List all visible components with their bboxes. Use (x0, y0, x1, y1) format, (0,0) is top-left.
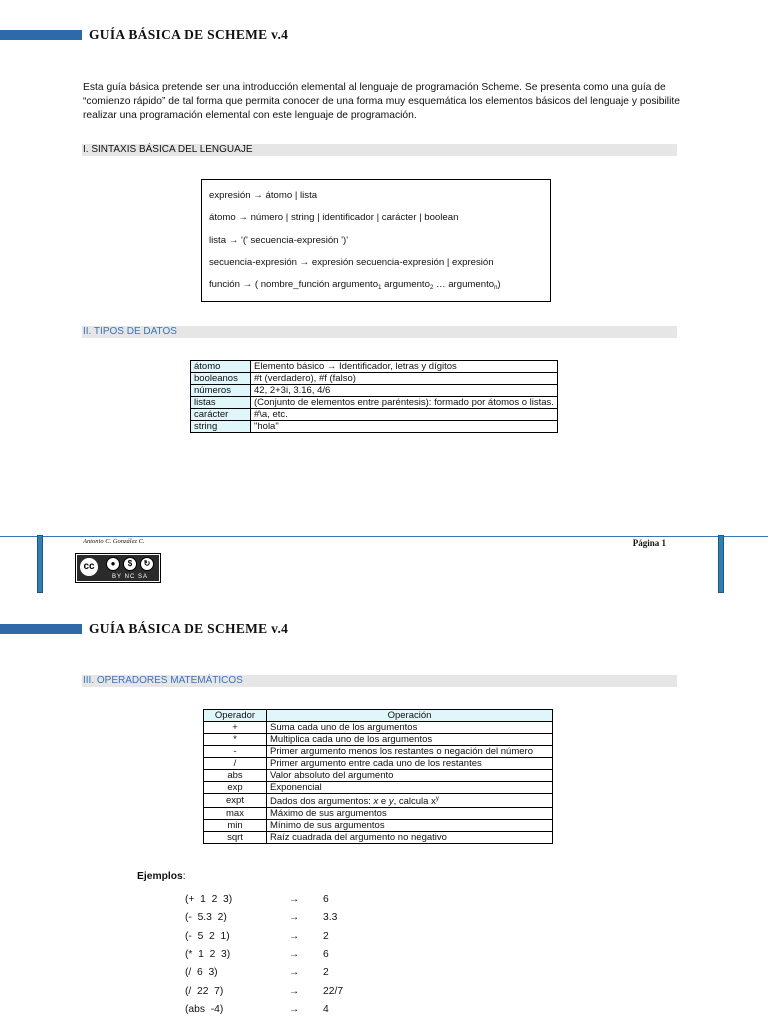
right-margin-bar (718, 535, 724, 593)
example-result: 4 (323, 1003, 329, 1015)
tipo-description-cell: #t (verdadero), #f (falso) (251, 373, 558, 385)
cc-icon: cc (78, 556, 100, 578)
operator-cell: / (204, 758, 267, 770)
syntax-line: expresión → átomo | lista (209, 190, 318, 201)
tipos-table (190, 360, 558, 433)
syntax-line-funcion: función → ( nombre_función argumento$_1$ argumento$_2$ … argumento$_n$) (209, 279, 501, 291)
example-expression: (/ 22 7) (185, 985, 224, 997)
table-row (204, 832, 553, 844)
arrow-icon: → (289, 948, 300, 960)
ejemplos-label: Ejemplos: (137, 871, 186, 882)
example-result: 6 (323, 894, 329, 905)
tipo-description-cell: "hola" (251, 421, 558, 433)
table-row (191, 373, 558, 385)
operation-cell: Suma cada uno de los argumentos (267, 722, 553, 734)
arrow-icon: → (289, 985, 300, 997)
operator-cell: + (204, 722, 267, 734)
table-row (204, 794, 553, 808)
table-row (191, 385, 558, 397)
table-row (191, 421, 558, 433)
operator-cell: * (204, 734, 267, 746)
operation-cell: Multiplica cada uno de los argumentos (267, 734, 553, 746)
syntax-line: átomo → número | string | identificador | carácter | boolean (209, 212, 459, 223)
example-result: 2 (323, 930, 329, 942)
example-expression: (/ 6 3) (185, 967, 218, 979)
table-row (191, 361, 558, 373)
example-result: 22/7 (323, 985, 344, 997)
operation-cell: Máximo de sus argumentos (267, 808, 553, 820)
example-result: 3.3 (323, 912, 338, 924)
column-header-operacion: Operación (267, 710, 553, 722)
license-band: BY NC SA (112, 574, 148, 580)
section-heading-operadores: III. OPERADORES MATEMÁTICOS (82, 675, 677, 687)
table-row (191, 397, 558, 409)
operation-cell: Raíz cuadrada del argumento no negativo (267, 832, 553, 844)
operator-cell: expt (204, 794, 267, 808)
example-expression: (abs -4) (185, 1003, 224, 1015)
operation-cell: Primer argumento menos los restantes o negación del número (267, 746, 553, 758)
page-title: GUÍA BÁSICA DE SCHEME v.4 (89, 621, 289, 636)
operator-cell: sqrt (204, 832, 267, 844)
table-row (204, 770, 553, 782)
arrow-icon: → (289, 1003, 300, 1015)
operation-cell: Mínimo de sus argumentos (267, 820, 553, 832)
table-row (204, 808, 553, 820)
section-heading-tipos: II. TIPOS DE DATOS (82, 326, 677, 338)
operator-cell: abs (204, 770, 267, 782)
operation-cell: Exponencial (267, 782, 553, 794)
syntax-line: lista → '(' secuencia-expresión ')' (209, 235, 349, 246)
tipo-cell: átomo (191, 361, 251, 373)
intro-paragraph: Esta guía básica pretende ser una introducción elemental al lenguaje de programación Scheme. Se presenta como una guía de “comienzo rápido” de tal forma que permita conocer de una forma muy esquemática los elementos básicos del lenguaje y posibilite realizar una programación elemental con este lenguaje de programación. (83, 82, 680, 121)
tipo-description-cell: Elemento básico → Identificador, letras y dígitos (251, 361, 558, 373)
header-accent-bar (0, 30, 82, 40)
table-row (204, 746, 553, 758)
arrow-icon: → (289, 894, 300, 905)
tipo-cell: listas (191, 397, 251, 409)
noncommercial-icon: $ (123, 557, 137, 571)
syntax-line: secuencia-expresión → expresión secuencia-expresión | expresión (209, 257, 494, 268)
tipo-cell: string (191, 421, 251, 433)
arrow-icon: → (289, 930, 300, 942)
page-title: GUÍA BÁSICA DE SCHEME v.4 (89, 27, 289, 42)
example-result: 2 (323, 967, 329, 979)
arrow-icon: → (289, 912, 300, 924)
arrow-icon: → (289, 967, 300, 979)
example-expression: (+ 1 2 3) (185, 894, 233, 905)
creative-commons-badge (75, 553, 161, 583)
tipo-description-cell: 42, 2+3i, 3.16, 4/6 (251, 385, 558, 397)
operadores-table (203, 709, 553, 844)
table-row (204, 820, 553, 832)
tipo-description-cell: (Conjunto de elementos entre paréntesis): formado por átomos o listas. (251, 397, 558, 409)
table-row (204, 758, 553, 770)
operation-cell: Valor absoluto del argumento (267, 770, 553, 782)
attribution-icon: ● (106, 557, 120, 571)
footer-page-number: Página 1 (632, 538, 666, 548)
operation-cell: Dados dos argumentos: x e y, calcula $x^y$ (267, 794, 553, 808)
tipo-description-cell: #\a, etc. (251, 409, 558, 421)
column-header-operador: Operador (204, 710, 267, 722)
operator-cell: max (204, 808, 267, 820)
table-row (191, 409, 558, 421)
table-row (204, 782, 553, 794)
tipo-cell: carácter (191, 409, 251, 421)
operator-cell: min (204, 820, 267, 832)
page-divider (0, 536, 768, 537)
operator-cell: exp (204, 782, 267, 794)
tipo-cell: números (191, 385, 251, 397)
example-expression: (* 1 2 3) (185, 948, 231, 960)
operator-cell: - (204, 746, 267, 758)
table-row (204, 734, 553, 746)
syntax-box (201, 179, 551, 302)
table-row (204, 722, 553, 734)
sharealike-icon: ↻ (140, 557, 154, 571)
example-result: 6 (323, 948, 329, 960)
footer-author: Antonio C. González C. (83, 538, 145, 545)
operation-cell: Primer argumento entre cada uno de los restantes (267, 758, 553, 770)
header-accent-bar (0, 624, 82, 634)
example-expression: (- 5.3 2) (185, 912, 227, 924)
left-margin-bar (37, 535, 43, 593)
example-expression: (- 5 2 1) (185, 930, 230, 942)
section-heading-syntax: I. SINTAXIS BÁSICA DEL LENGUAJE (82, 144, 677, 156)
tipo-cell: booleanos (191, 373, 251, 385)
